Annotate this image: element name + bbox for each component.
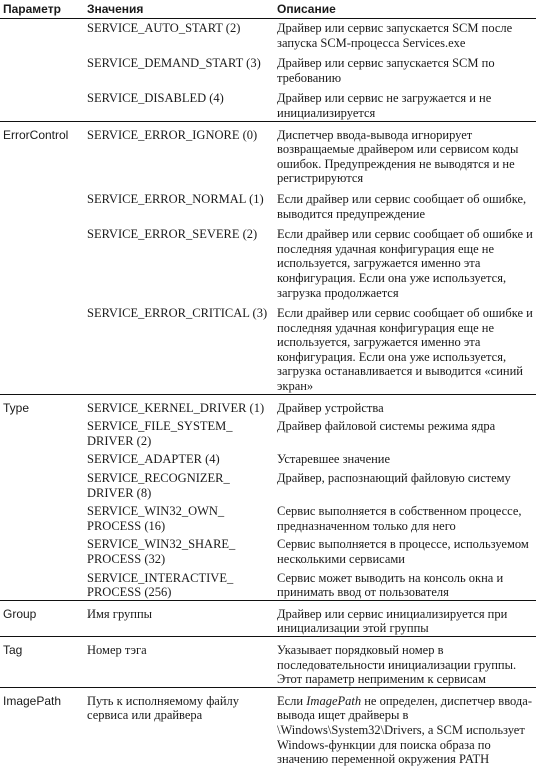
description-cell: Указывает порядковый номер в последовательности инициализации группы. Этот параметр неприменим к сервисам: [274, 636, 536, 687]
table-row: [0, 500, 536, 533]
table-row: [0, 300, 536, 394]
value-cell: SERVICE_ERROR_IGNORE (0): [84, 121, 274, 186]
header-values: Значения: [84, 2, 274, 19]
param-cell: [0, 221, 84, 300]
param-cell: ImagePath: [0, 687, 84, 766]
value-cell: SERVICE_DEMAND_START (3): [87, 56, 261, 71]
description-cell: [274, 687, 536, 766]
table-row: [0, 85, 536, 121]
table-row: [0, 567, 536, 601]
table-row: [0, 186, 536, 221]
value-cell: SERVICE_ADAPTER (4): [87, 452, 220, 467]
description-cell: Сервис может выводить на консоль окна и принимать ввод от пользователя: [277, 570, 504, 600]
table-row: [0, 448, 536, 467]
value-cell: SERVICE_DISABLED (4): [87, 91, 224, 106]
value-cell: SERVICE_AUTO_START (2): [87, 21, 241, 35]
description-cell: Драйвер, распознающий файловую систему: [277, 471, 511, 486]
value-cell: SERVICE_WIN32_OWN_ PROCESS (16): [87, 504, 225, 533]
description-cell: Драйвер устройства: [274, 394, 536, 415]
param-cell: Tag: [0, 636, 84, 687]
param-cell: [0, 415, 84, 448]
table-row: [0, 687, 536, 766]
value-cell: SERVICE_FILE_SYSTEM_ DRIVER (2): [87, 419, 233, 448]
param-cell: Type: [0, 394, 84, 415]
description-cell: Если драйвер или сервис сообщает об ошибке, выводится предупреждение: [277, 191, 527, 221]
table-row: [0, 394, 536, 415]
description-cell: Если драйвер или сервис сообщает об ошибке и последняя удачная конфигурация еще не используется, загружается именно эта конфигурация. Если она уже используется, загрузка останавливается и выводится «синий экран»: [277, 306, 533, 394]
table-row: [0, 600, 536, 636]
description-cell: Устаревшее значение: [277, 452, 391, 467]
value-cell: SERVICE_RECOGNIZER_ DRIVER (8): [87, 471, 230, 500]
param-cell: [0, 448, 84, 467]
header-param: Параметр: [0, 2, 84, 19]
description-cell: Драйвер или сервис запускается SCM по требованию: [277, 56, 495, 85]
description-cell: Драйвер или сервис инициализируется при инициализации этой группы: [274, 600, 536, 636]
param-cell: [0, 85, 84, 121]
param-cell: [0, 186, 84, 221]
header-description: Описание: [274, 2, 536, 19]
value-cell: Имя группы: [84, 600, 274, 636]
description-cell: Диспетчер ввода-вывода игнорирует возвращаемые драйвером или сервисом коды ошибок. Предупреждения не выводятся и не регистрируются: [274, 121, 536, 186]
param-cell: [0, 300, 84, 394]
value-cell: SERVICE_WIN32_SHARE_ PROCESS (32): [87, 537, 236, 566]
table-row: [0, 50, 536, 85]
table-row: [0, 533, 536, 566]
value-cell: SERVICE_ERROR_CRITICAL (3): [87, 306, 268, 321]
param-cell: Group: [0, 600, 84, 636]
description-cell: Сервис выполняется в процессе, используемом несколькими сервисами: [277, 537, 529, 566]
value-cell: SERVICE_ERROR_SEVERE (2): [87, 227, 258, 242]
param-cell: [0, 19, 84, 51]
param-cell: [0, 567, 84, 601]
description-italic-term: ImagePath: [306, 693, 362, 708]
table-row: [0, 221, 536, 300]
table-row: [0, 19, 536, 51]
description-cell: Драйвер или сервис запускается SCM после запуска SCM-процесса Services.exe: [277, 21, 513, 50]
table-row: [0, 467, 536, 500]
value-cell: SERVICE_ERROR_NORMAL (1): [87, 191, 264, 206]
param-cell: [0, 500, 84, 533]
value-cell: Путь к исполняемому файлу сервиса или драйвера: [84, 687, 274, 766]
description-prefix: Если: [277, 693, 307, 708]
param-cell: ErrorControl: [0, 121, 84, 186]
table-row: [0, 121, 536, 186]
value-cell: SERVICE_KERNEL_DRIVER (1): [84, 394, 274, 415]
param-cell: [0, 533, 84, 566]
description-cell: Сервис выполняется в собственном процессе, предназначенном только для него: [277, 504, 522, 533]
description-cell: Если драйвер или сервис сообщает об ошибке и последняя удачная конфигурация еще не используется, загружается именно эта конфигурация. Если она уже используется, загрузка продолжается: [277, 227, 533, 300]
description-rest: не определен, диспетчер ввода-вывода ищет драйверы в \Windows\System32\Drivers, а SCM использует Windows-функции для поиска образа по значению переменной окружения PATH: [277, 693, 532, 767]
description-cell: Драйвер файловой системы режима ядра: [277, 419, 496, 434]
parameters-table: [0, 2, 536, 767]
table-header-row: [0, 2, 536, 19]
param-cell: [0, 467, 84, 500]
table-row: [0, 636, 536, 687]
value-cell: SERVICE_INTERACTIVE_ PROCESS (256): [87, 570, 234, 600]
value-cell: Номер тэга: [84, 636, 274, 687]
description-cell: Драйвер или сервис не загружается и не инициализируется: [277, 91, 492, 120]
table-row: [0, 415, 536, 448]
param-cell: [0, 50, 84, 85]
